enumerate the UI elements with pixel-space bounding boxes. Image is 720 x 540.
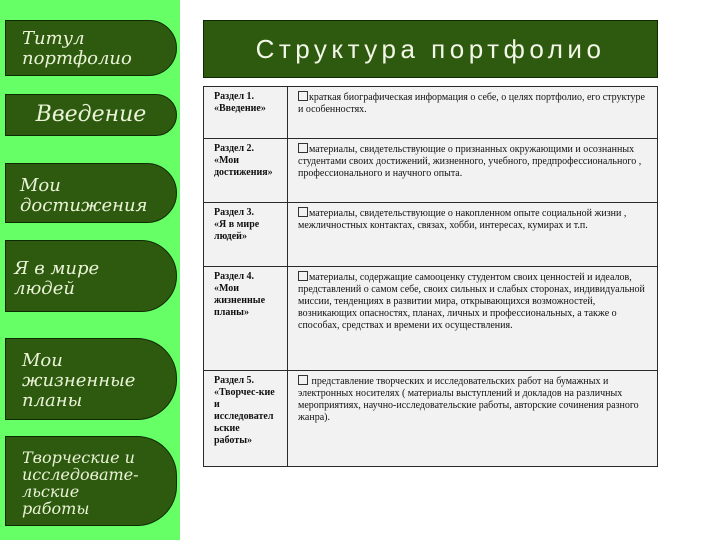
nav-item-label: Титул портфолио — [22, 28, 132, 69]
checkbox-icon — [298, 271, 308, 281]
section-cell: Раздел 5. «Творчес-кие и исследовател ьские работы» — [204, 371, 288, 467]
description-cell: краткая биографическая информация о себе, о целях портфолио, его структуре и особенностях. — [288, 87, 658, 139]
nav-item-label: Введение — [35, 102, 147, 127]
nav-item-label: Мои достижения — [20, 175, 148, 216]
nav-item-label: Творческие и исследовате- льские работы — [22, 448, 139, 518]
table-row — [204, 139, 658, 203]
nav-item-life-plans[interactable] — [5, 338, 177, 420]
description-cell: материалы, свидетельствующие о накопленном опыте социальной жизни , межличностных контактах, связах, хобби, интересах, кумирах и т.п. — [288, 203, 658, 267]
table-row — [204, 87, 658, 139]
section-cell: Раздел 4. «Мои жизненные планы» — [204, 267, 288, 371]
section-cell: Раздел 1. «Введение» — [204, 87, 288, 139]
description-cell: представление творческих и исследовательских работ на бумажных и электронных носителях ( материалы выступлений и докладов на различных мероприятиях, научно-исследовательские работы, авторские сочинения разного жанра). — [288, 371, 658, 467]
checkbox-icon — [298, 375, 308, 385]
description-cell: материалы, содержащие самооценку студентом своих ценностей и идеалов, представлений о самом себе, своих сильных и слабых сторонах, индивидуальной миссии, тенденциях в развитии мира, открывающихся возможностей, возникающих опасностях, планах, личных и профессиональных, а также о способах, средствах и времени их осуществления. — [288, 267, 658, 371]
checkbox-icon — [298, 91, 308, 101]
table-row — [204, 371, 658, 467]
nav-item-label: Я в мире людей — [14, 258, 100, 299]
page-title: Структура портфолио — [203, 20, 658, 78]
table-row — [204, 267, 658, 371]
table-row — [204, 203, 658, 267]
checkbox-icon — [298, 207, 308, 217]
section-cell: Раздел 3. «Я в мире людей» — [204, 203, 288, 267]
description-cell: материалы, свидетельствующие о признанных окружающими и осознанных студентами своих достижений, жизненного, учебного, предпрофессионального , профессионального и научного опыта. — [288, 139, 658, 203]
nav-item-introduction[interactable] — [5, 94, 177, 136]
nav-item-achievements[interactable] — [5, 163, 177, 223]
structure-table — [203, 86, 658, 467]
nav-item-me-among-people[interactable] — [5, 240, 177, 312]
section-cell: Раздел 2. «Мои достижения» — [204, 139, 288, 203]
checkbox-icon — [298, 143, 308, 153]
nav-item-creative-works[interactable] — [5, 436, 177, 526]
nav-item-title-page[interactable] — [5, 20, 177, 76]
nav-item-label: Мои жизненные планы — [22, 350, 136, 411]
sidebar — [0, 0, 180, 540]
